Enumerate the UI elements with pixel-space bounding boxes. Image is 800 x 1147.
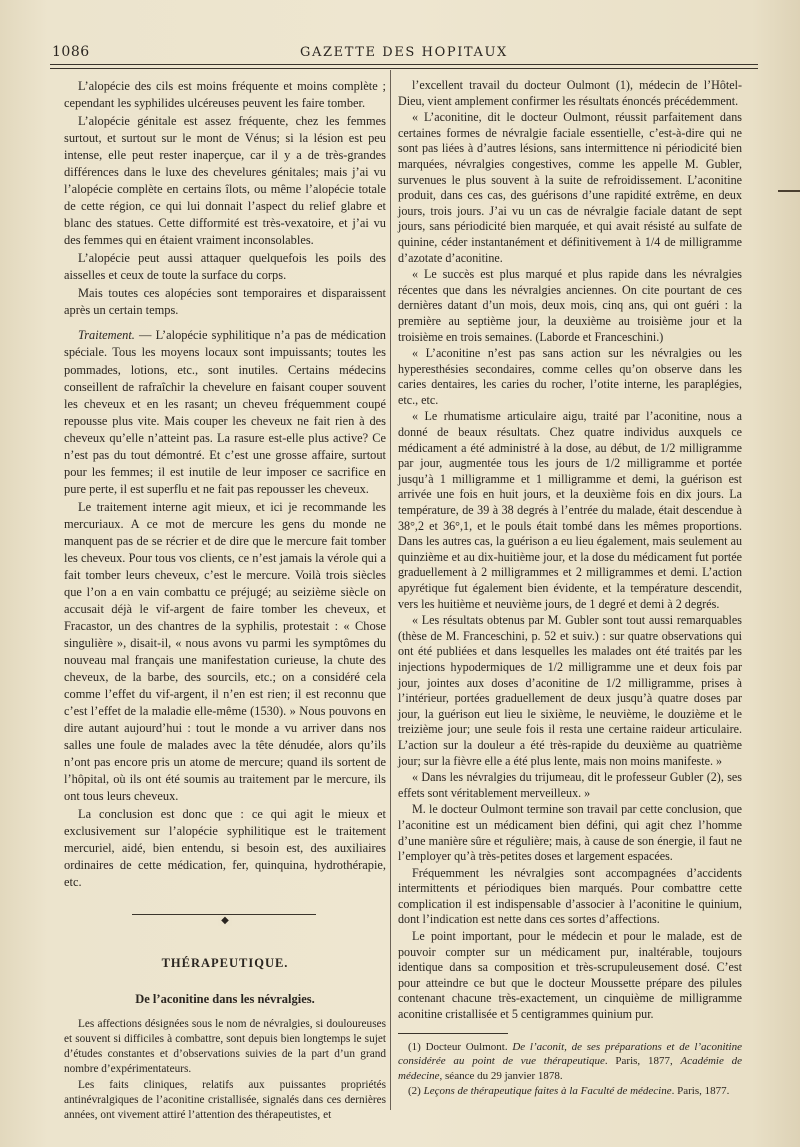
footnote-rule xyxy=(398,1033,508,1034)
paragraph: « Les résultats obtenus par M. Gubler sont tout aussi remarquables (thèse de M. Franceschini, p. 52 et suiv.) : sur quatre observations qui ont été publiées et dans lesquelles les malades ont été traités par les injections hypodermiques de 1/2 milligramme une et deux fois par jour, jointes aux doses d’aconitine de 1/2 milligramme, prises à l’intérieur, portées graduellement de deux jusqu’à quatre doses par jour, la guérison eut lieu le sixième, le neuvième, le douzième et le treizième jour; une seule fois il resta une certaine raideur articulaire. L’action sur la douleur a été très-rapide du deuxième au quatrième jour; sur la fièvre elle a été plus lente, mais non moins manifeste. » xyxy=(398,613,742,768)
paragraph: « L’aconitine n’est pas sans action sur les névralgies ou les hyperesthésies secondaires, comme celles qu’on observe dans les caries dentaires, les caries du rocher, l’otite interne, les paraplégies, etc., etc. xyxy=(398,346,742,407)
column-separator xyxy=(390,70,391,1110)
footnote: (1) Docteur Oulmont. De l’aconit, de ses préparations et de l’aconitine considérée au point de vue thérapeutique. Paris, 1877, Académie de médecine, séance du 29 janvier 1878. xyxy=(398,1040,742,1082)
footnote: (2) Leçons de thérapeutique faites à la Faculté de médecine. Paris, 1877. xyxy=(408,1085,730,1098)
paragraph: L’alopécie des cils est moins fréquente et moins complète ; cependant les syphilides ulcéreuses peuvent les faire tomber. xyxy=(64,79,386,111)
paragraph: « Dans les névralgies du trijumeau, dit le professeur Gubler (2), ses effets sont véritablement merveilleux. » xyxy=(398,770,742,800)
section-ornament: ◆ xyxy=(64,911,386,917)
treatment-text: — L’alopécie syphilitique n’a pas de médication spéciale. Tous les moyens locaux sont impuissants; toutes les pommades, lotions, etc., sont inutiles. Certains médecins conseillent de rafraîchir la chevelure en faisant couper souvent les cheveux et en les rasant; un cheveu fréquemment coupé repousse plus vite. Mais couper les cheveux ne fait rien à des cheveux qu’elle n’atteint pas. La rasure est-elle plus active? Ce n’est pas du tout démontré. Et c’est une grosse affaire, surtout pour les femmes; il est inutile de leur imposer ce sacrifice en pure perte, il est superflu et ne fait pas repousser les cheveux. xyxy=(64,328,386,496)
treatment-paragraph xyxy=(64,327,386,497)
page-number: 1086 xyxy=(52,44,90,60)
paragraph: Mais toutes ces alopécies sont temporaires et disparaissent après un certain temps. xyxy=(64,286,386,318)
paragraph: La conclusion est donc que : ce qui agit le mieux et exclusivement sur l’alopécie syphilitique est le traitement mercuriel, aidé, bien entendu, si besoin est, des auxiliaires ordinaires de cette médication, fer, quinquina, hydrothérapie, etc. xyxy=(64,807,386,890)
paragraph: L’alopécie peut aussi attaquer quelquefois les poils des aisselles et ceux de toute la surface du corps. xyxy=(64,251,386,283)
paragraph: Le point important, pour le médecin et pour le malade, est de pouvoir compter sur un médicament pur, inaltérable, toujours identique dans sa composition et très-scrupuleusement dosé. C’est pour atteindre ce but que le docteur Moussette prépare des pilules contenant chacune très-exactement, un cinquième de milligramme aconitine cristallisée et 5 centigrammes quinium pur. xyxy=(398,929,742,1022)
article-title: De l’aconitine dans les névralgies. xyxy=(135,991,315,1006)
paragraph: Le traitement interne agit mieux, et ici je recommande les mercuriaux. A ce mot de mercure les gens du monde ne manquent pas de se récrier et de dire que le mercure fait tomber les cheveux. Pour tous vos clients, ce n’est jamais la vérole qui a fait tomber leurs cheveux, c’est le mercure. Voilà trois siècles que l’on a en vain combattu ce préjugé; au seizième siècle on accusait déjà le vif-argent de faire tomber les cheveux, et Fracastor, un des chantres de la syphilis, protestait : « Chose singulière », disait-il, « nous avons vu parmi les symptômes du nouveau mal français une manifestation curieuse, la chute des cheveux, de la barbe, des sourcils, etc.; on a considéré cela comme l’effet du vif-argent, il n’en est rien; il est reconnu que c’est l’effet de la maladie elle-même (1530). » Nous pouvons en dire autant aujourd’hui : tout le monde a vu arriver dans nos salles une foule de malades avec la tête dénudée, alors qu’ils n’ont pas encore pris un atome de mercure; quand ils sortent de l’hôpital, où ils ont été soumis au traitement par le mercure, ils ont tous leurs cheveux. xyxy=(64,499,386,804)
left-column xyxy=(64,78,386,1123)
paragraph: « Le succès est plus marqué et plus rapide dans les névralgies récentes que dans les névralgies anciennes. On cite pourtant de ces dernières datant d’un mois, deux mois, cinq ans, qui ont guéri : la première au septième jour, la deuxième au troisième jour et la troisième en trois semaines. (Laborde et Franceschini.) xyxy=(398,267,742,344)
header-rule-double xyxy=(50,68,758,69)
paragraph: Les faits cliniques, relatifs aux puissantes propriétés antinévralgiques de l’aconitine cristallisée, signalés dans ces dernières années, ont vivement attiré l’attention des thérapeutistes, et xyxy=(64,1078,386,1121)
treatment-label: Traitement. xyxy=(78,328,135,343)
right-column xyxy=(398,78,742,1099)
paragraph: l’excellent travail du docteur Oulmont (1), médecin de l’Hôtel-Dieu, vient amplement confirmer les résultats énoncés précédemment. xyxy=(398,78,742,108)
paragraph: « L’aconitine, dit le docteur Oulmont, réussit parfaitement dans certaines formes de névralgie faciale essentielle, c’est-à-dire qui ne sont pas liées à d’autres lésions, sans intermittence ni périodicité bien marquées, névralgies congestives, comme les appelle M. Gubler, survenues le plus souvent à la suite de refroidissement. L’aconitine produit, dans ces cas, des guérisons d’une rapidité extrême, en deux jours, trois jours. J’ai vu un cas de névralgie faciale datant de sept jours, sans périodicité bien marquée, et qui avait résisté au sulfate de quinine, céder instantanément et définitivement à 1/4 de milligramme d’azotate d’aconitine. xyxy=(398,110,742,265)
paragraph: L’alopécie génitale est assez fréquente, chez les femmes surtout, et surtout sur le mont de Vénus; si la lésion est peu intense, elle peut rester inaperçue, car il y a de très-grandes différences dans le luxe des chevelures génitales; mais j’ai vu l’alopécie complète en certains îlots, ou même l’alopécie totale de cette région, ce qui lui donnait l’aspect du relief glabre et blanc des statues. Cette difformité est très-vexatoire, et j’ai vu des femmes qui en étaient vraiment inconsolables. xyxy=(64,114,386,248)
scan-mark xyxy=(778,190,800,192)
header-rule xyxy=(50,64,758,65)
paragraph: Fréquemment les névralgies sont accompagnées d’accidents intermittents et périodiques bien marqués. Pour combattre cette complication il est indispensable d’associer à l’aconitine le quinium, dont l’indication est nette dans ces sortes d’affections. xyxy=(398,865,742,927)
paragraph: Les affections désignées sous le nom de névralgies, si douloureuses et souvent si difficiles à combattre, sont depuis bien longtemps le sujet d’études constantes et d’observations suivies de la part d’un grand nombre d’expérimentateurs. xyxy=(64,1017,386,1075)
paragraph: M. le docteur Oulmont termine son travail par cette conclusion, que l’aconitine est un médicament bien défini, qui agit chez l’homme d’une manière sûre et régulière; mais, à cause de son énergie, il faut ne l’employer qu’à très-petites doses et largement espacées. xyxy=(398,802,742,864)
paragraph: « Le rhumatisme articulaire aigu, traité par l’aconitine, nous a donné de beaux résultats. Chez quatre individus auxquels ce médicament a été administré à la dose, au début, de 1/2 milligramme par jour, augmentée tous les jours de 1/2 milligramme et portée jusqu’à 1 milligramme et 1 milligramme et demi, la guérison est arrivée une fois en huit jours, et la deuxième fois en dix jours. La température, de 39 à 38 degrés à l’entrée du malade, était descendue à 38°,2 et 36°,1, et le pouls était tombé dans les mêmes proportions. Dans les autres cas, la guérison a eu lieu également, mais seulement au quinzième et au dix-huitième jour, et la dose du médicament fut portée graduellement à 2 milligrammes et 2 milligrammes et demi. L’action apyrétique fut également bien évidente, et la température descendit, vers les huitième et neuvième jours, de 1 degré et demi à 2 degrés. xyxy=(398,409,742,611)
section-title: THÉRAPEUTIQUE. xyxy=(161,956,289,971)
running-title: GAZETTE DES HOPITAUX xyxy=(300,45,508,60)
